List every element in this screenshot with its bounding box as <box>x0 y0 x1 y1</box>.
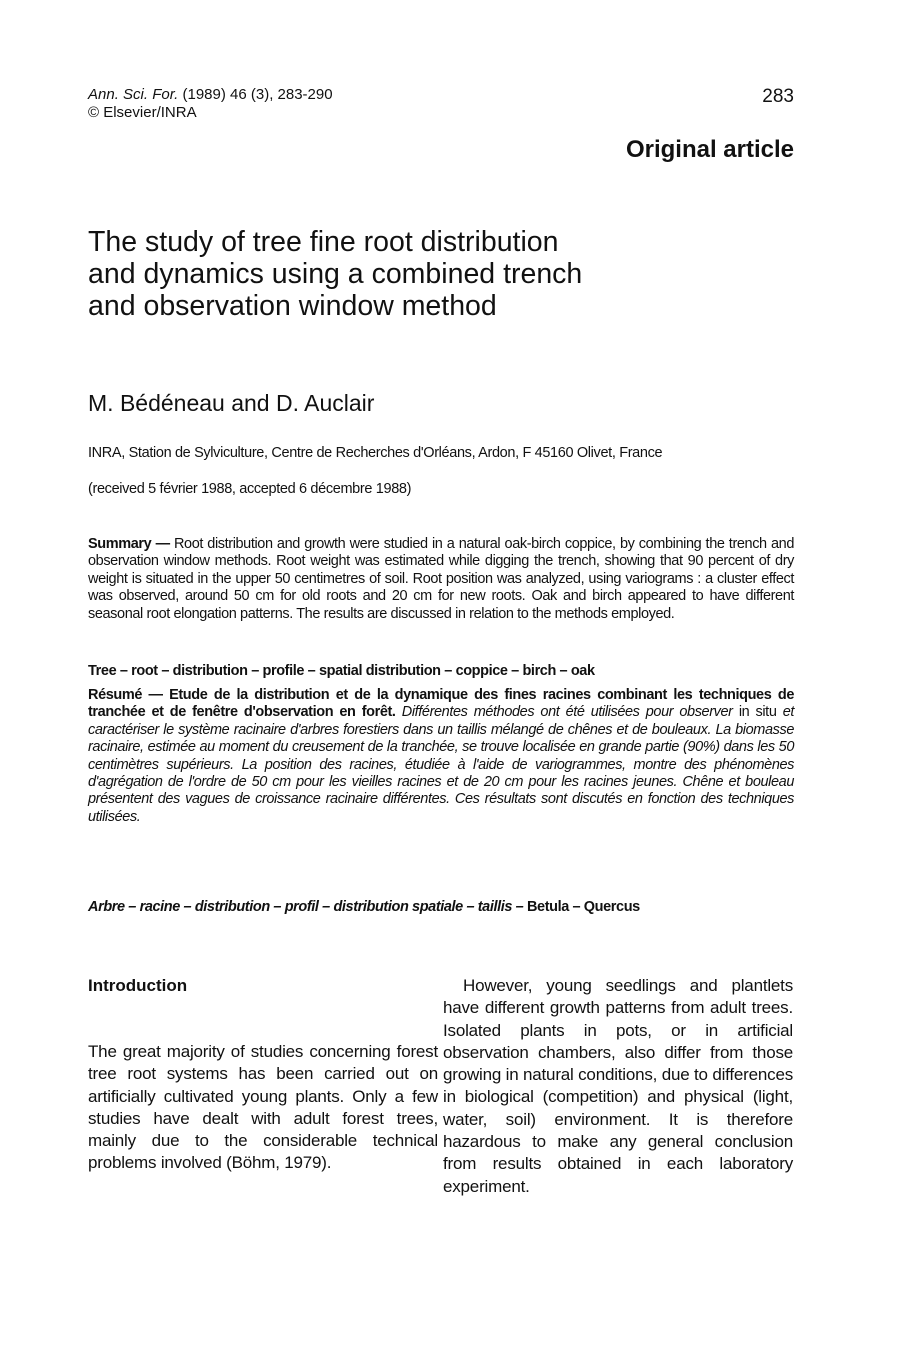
journal-volume: (1989) 46 (3), 283-290 <box>178 86 333 103</box>
paragraph: The great majority of studies concerning forest tree root systems has been carried out on artificially cultivated young plants. Only a few studies have dealt with adult forest trees, mainly due to the considerable technical problems involved (Böhm, 1979). <box>88 1042 438 1173</box>
article-title <box>88 226 648 322</box>
title-line: and observation window method <box>88 290 497 322</box>
received-dates: (received 5 février 1988, accepted 6 décembre 1988) <box>88 481 412 497</box>
keywords-french-latin: Betula – Quercus <box>526 899 640 915</box>
body-column-left <box>88 1041 438 1175</box>
summary-abstract <box>88 536 794 623</box>
keywords-french-italic: Arbre – racine – distribution – profil – distribution spatiale – taillis – <box>88 899 527 915</box>
summary-label: Summary — <box>88 536 170 552</box>
title-line: The study of tree fine root distribution <box>88 226 559 258</box>
paragraph: However, young seedlings and plantlets have different growth patterns from adult trees. Isolated plants in pots, or in artificial observation chambers, also differ from those growing in natural conditions, due to differences in biological (competition) and physical (light, water, soil) environment. It is therefore hazardous to make any general conclusion from results obtained in each laboratory experiment. <box>443 976 793 1196</box>
summary-text: Root distribution and growth were studied in a natural oak-birch coppice, by combining the trench and observation window methods. Root weight was estimated while digging the trench, showing that 90 percent of dry weight is situated in the upper 50 centimetres of soil. Root position was analyzed, using variograms : a cluster effect was observed, around 50 cm for old roots and 20 cm for new roots. Oak and birch appeared to have different seasonal root elongation patterns. The results are discussed in relation to the methods employed. <box>88 536 794 622</box>
keywords-french <box>88 898 640 916</box>
page-number: 283 <box>762 86 794 107</box>
resume-abstract <box>88 687 794 826</box>
resume-text: Différentes méthodes ont été utilisées pour observer <box>395 704 739 721</box>
article-type: Original article <box>625 136 794 163</box>
resume-label: Résumé — Etude de la distribution et de la dynamique des fines racines combinant les techniques de tranchée et de fenêtre d'observation en forêt. <box>88 687 794 721</box>
title-line: and dynamics using a combined trench <box>88 258 583 290</box>
resume-in-situ: in situ <box>738 704 777 721</box>
journal-citation <box>88 86 333 104</box>
affiliation: INRA, Station de Sylviculture, Centre de Recherches d'Orléans, Ardon, F 45160 Olivet, France <box>88 445 663 461</box>
body-column-right <box>443 975 793 1198</box>
authors: M. Bédéneau and D. Auclair <box>88 390 375 416</box>
section-heading-introduction: Introduction <box>88 976 188 995</box>
resume-text: et caractériser le système racinaire d'arbres forestiers dans un taillis mélangé de chênes et de bouleaux. La biomasse racinaire, estimée au moment du creusement de la tranchée, se trouve localisée en grande partie (90%) dans les 50 centimètres supérieurs. La position des racines, étudiée à l'aide de variogrammes, montre des phénomènes d'agrégation de l'ordre de 50 cm pour les vieilles racines et de 20 cm pour les racines jeunes. Chêne et bouleau présentent des vagues de croissance racinaire différentes. Ces résultats sont discutés en fonction des techniques utilisées. <box>88 704 794 825</box>
journal-reference <box>88 86 333 122</box>
keywords-english: Tree – root – distribution – profile – spatial distribution – coppice – birch – oak <box>88 663 595 679</box>
journal-abbrev: Ann. Sci. For. <box>88 86 179 103</box>
copyright: © Elsevier/INRA <box>88 104 197 121</box>
